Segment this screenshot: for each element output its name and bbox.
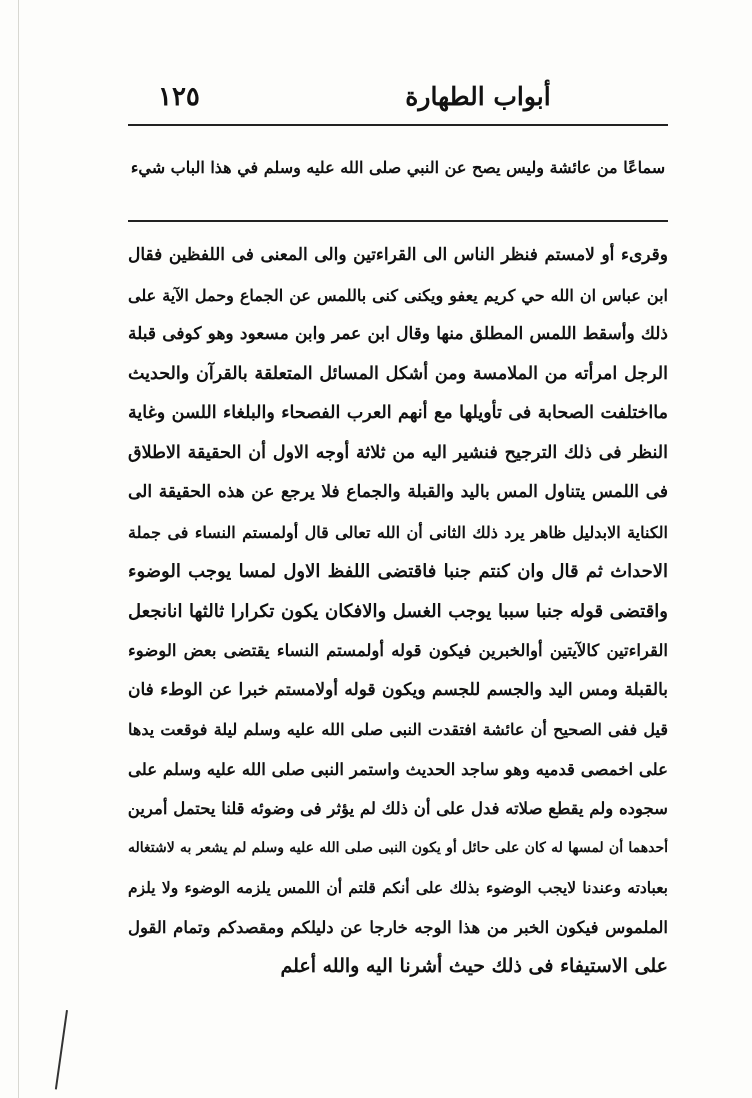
body-line: النظر فى ذلك الترجيح فنشير اليه من ثلاثة أوجه الاول أن الحقيقة الاطلاق — [128, 442, 668, 463]
page-number: ١٢٥ — [158, 82, 200, 112]
header-rule — [128, 124, 668, 126]
body-line: على اخمصى قدميه وهو ساجد الحديث واستمر النبى صلى الله عليه وسلم على — [128, 759, 668, 779]
page-fold-shadow — [18, 0, 19, 1098]
margin-pen-stroke — [55, 1010, 68, 1089]
body-line: قيل ففى الصحيح أن عائشة افتقدت النبى صلى الله عليه وسلم ليلة فوقعت يدها — [128, 720, 668, 739]
body-line: ذلك وأسقط اللمس المطلق منها وقال ابن عمر وابن مسعود وهو كوفى قبلة — [128, 324, 668, 344]
body-line: على الاستيفاء فى ذلك حيث أشرنا اليه والله أعلم — [280, 955, 668, 977]
page-header — [128, 78, 668, 118]
commentary-body — [128, 236, 668, 987]
body-line: فى اللمس يتناول المس باليد والقبلة والجماع فلا يرجع عن هذه الحقيقة الى — [128, 482, 668, 502]
body-line: القراءتين كالآيتين أوالخبرين فيكون قوله أولمستم النساء يقتضى بعض الوضوء — [128, 641, 668, 660]
body-line: مااختلفت الصحابة فى تأويلها مع أنهم العرب الفصحاء والبلغاء اللسن وغاية — [128, 403, 668, 423]
body-line: بعبادته وعندنا لايجب الوضوء بذلك على أنكم قلتم أن اللمس يلزمه الوضوء ولا يلزم — [128, 878, 668, 897]
body-line: بالقبلة ومس اليد والجسم للجسم ويكون قوله أولامستم خبرا عن الوطء فان — [128, 679, 668, 700]
body-line: أحدهما أن لمسها له كان على حائل أو يكون النبى صلى الله عليه وسلم لم يشعر به لاشتغاله — [128, 839, 668, 856]
body-line: واقتضى قوله جنبا سببا يوجب الغسل والافكان يكون تكرارا ثالثها انانجعل — [128, 600, 668, 622]
body-line: سجوده ولم يقطع صلاته فدل على أن ذلك لم يؤثر فى وضوئه قلنا يحتمل أمرين — [128, 799, 668, 818]
body-line: ابن عباس ان الله حي كريم يعفو ويكنى كنى باللمس عن الجماع وحمل الآية على — [128, 285, 668, 305]
commentary-separator-rule — [128, 220, 668, 222]
running-title: أبواب الطهارة — [405, 82, 551, 111]
body-line: الاحداث ثم قال وان كنتم جنبا فاقتضى اللفظ الاول لمسا يوجب الوضوء — [128, 561, 668, 582]
body-line: الرجل امرأته من الملامسة ومن أشكل المسائل المتعلقة بالقرآن والحديث — [128, 363, 668, 384]
body-line: الكناية الابدليل ظاهر يرد ذلك الثانى أن الله تعالى قال أولمستم النساء فى جملة — [128, 522, 668, 542]
body-line: الملموس فيكون الخبر من هذا الوجه خارجا عن دليلكم ومقصدكم وتمام القول — [128, 917, 668, 937]
body-line: وقرىء أو لامستم فنظر الناس الى القراءتين والى المعنى فى اللفظين فقال — [128, 245, 668, 265]
hadith-text-line: سماعًا من عائشة وليس يصح عن النبي صلى الله عليه وسلم في هذا الباب شيء — [130, 158, 666, 177]
